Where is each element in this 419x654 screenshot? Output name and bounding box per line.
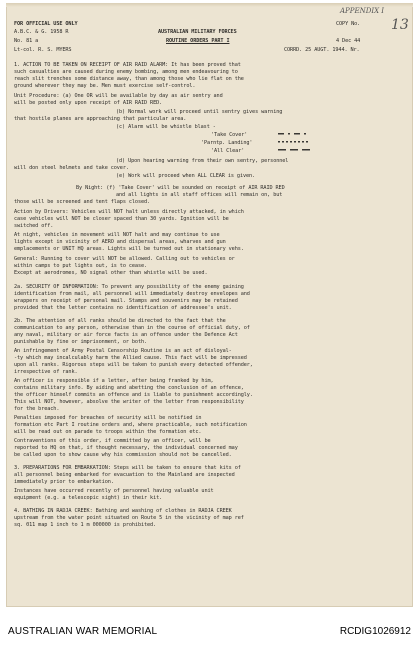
sheet-number-annotation: 13 [391, 17, 409, 33]
body-line: (e) Work will proceed when ALL CLEAR is given. [116, 173, 256, 179]
body-line: Contraventions of this order, if committed by an officer, will be [14, 438, 211, 444]
body-line: for the breach. [14, 406, 60, 412]
header-order-number: No. 81 a [14, 38, 39, 44]
body-line: 3. PREPARATIONS FOR EMBARKATION: Steps will be taken to ensure that kits of [14, 465, 241, 471]
body-line: (d) Upon hearing warning from their own sentry, personnel [116, 158, 289, 164]
body-line: upstream from the water point situated on Route 5 in the vicinity of map ref [14, 515, 244, 521]
body-line: will don steel helmets and take cover. [14, 165, 129, 171]
body-line: (c) Alarm will be whistle blast - [116, 124, 216, 130]
body-line: case vehicles will NOT be closer spaced than 30 yards. Ignition will be [14, 216, 229, 222]
body-line: Except at aerodromes, NO signal other than whistle will be used. [14, 270, 208, 276]
appendix-annotation: APPENDIX I [340, 7, 385, 15]
body-line: that hostile planes are approaching that particular area. [14, 116, 187, 122]
body-line: communication to any person, otherwise than in the course of official duty, of [14, 325, 250, 331]
body-line: 'Parntp. Landing' [201, 140, 253, 146]
header-classification: FOR OFFICIAL USE ONLY [14, 21, 78, 27]
body-line: formation etc Part I routine orders and, where practicable, such notification [14, 422, 247, 428]
body-line: 'Take Cover' [211, 132, 248, 138]
body-line: will be read out on parade to troops within the formation etc. [14, 429, 202, 435]
archive-footer [0, 612, 419, 654]
body-line: (b) Normal work will proceed until sentry gives warning [116, 109, 283, 115]
header-title: AUSTRALIAN MILITARY FORCES [158, 29, 237, 35]
body-line: reported to HQ on that, if thought necessary, the individual concerned may [14, 445, 238, 451]
body-line: and all lights in all staff offices will remain on, but [116, 192, 283, 198]
header-subtitle: ROUTINE ORDERS PART I [166, 38, 230, 44]
body-line: Instances have occurred recently of personnel having valuable unit [14, 488, 214, 494]
body-line: This will NOT, however, absolve the writer of the letter from responsibility [14, 399, 244, 405]
body-line: 1. ACTION TO BE TAKEN ON RECEIPT OF AIR RAID ALARM: It has been proved that [14, 62, 241, 68]
body-line: within camps to put lights out, is to cease. [14, 263, 148, 269]
body-line: Action by Drivers: Vehicles will NOT halt unless directly attacked, in which [14, 209, 244, 215]
body-line: the officer himself commits an offence and is liable to punishment accordingly. [14, 392, 253, 398]
body-line: Penalties imposed for breaches of security will be notified in [14, 415, 202, 421]
archive-name: AUSTRALIAN WAR MEMORIAL [8, 626, 158, 637]
body-line: 2a. SECURITY OF INFORMATION: To prevent any possibility of the enemy gaining [14, 284, 244, 290]
body-line: 'All Clear' [211, 148, 245, 154]
header-copy-no: COPY No. [336, 21, 361, 27]
document-page [6, 3, 413, 607]
header-ref: A.B.C. & G. 1958 R [14, 29, 69, 35]
body-line: irrespective of rank. [14, 369, 78, 375]
header-corrd: CORRD. 25 AUGT. 1944. Nr. [284, 47, 360, 53]
body-line: identification from mail, all personnel will immediately destroy envelopes and [14, 291, 250, 297]
archive-record-id: RCDIG1026912 [339, 626, 411, 637]
body-line: reach slit trenches some distance away, than among those who lie flat on the [14, 76, 244, 82]
body-line: such casualties are caused during enemy bombing, among men endeavouring to [14, 69, 238, 75]
body-line: sq. 011 map 1 inch to 1 m 000000 is prohibited. [14, 522, 157, 528]
body-line: -ty which may incalculably harm the Allied cause. This fact will be impressed [14, 355, 247, 361]
body-line: At night, vehicles in movement will NOT halt and may continue to use [14, 232, 220, 238]
body-line: 4. BATHING IN RADJA CREEK: Bathing and washing of clothes in RADJA CREEK [14, 508, 232, 514]
body-line: upon all ranks. Rigorous steps will be taken to punish every detected offender, [14, 362, 253, 368]
body-line: An infringement of Army Postal Censorship Routine is an act of disloyal- [14, 348, 232, 354]
body-line: contains military info. By aiding and abetting the conclusion of an offence, [14, 385, 244, 391]
body-line: be called upon to show cause why his commission should not be cancelled. [14, 452, 232, 458]
body-line: any naval, military or air force facts is an offence under the Defence Act [14, 332, 238, 338]
body-line: lights except in vicinity of AERO and dispersal areas, wharves and gun [14, 239, 226, 245]
body-line: provided that the letter contains no identification of addressee's unit. [14, 305, 232, 311]
body-line: will be posted only upon receipt of AIR RAID RED. [14, 100, 163, 106]
body-line: equipment (e.g. a telescopic sight) in their kit. [14, 495, 163, 501]
header-officer: Lt-col. R. S. MYERS [14, 47, 72, 53]
body-line: By Night: (f) 'Take Cover' will be sounded on receipt of AIR RAID RED [76, 185, 285, 191]
body-line: General: Running to cover will NOT be allowed. Calling out to vehicles or [14, 256, 235, 262]
body-line: ground wherever they may be. Men must exercise self-control. [14, 83, 196, 89]
whistle-signal-marks [274, 131, 344, 155]
body-line: 2b. The attention of all ranks should be directed to the fact that the [14, 318, 226, 324]
body-line: An officer is responsible if a letter, after being franked by him, [14, 378, 214, 384]
body-line: Unit Procedure: (a) One OR will be available by day as air sentry and [14, 93, 223, 99]
body-line: switched off. [14, 223, 54, 229]
body-line: emplacements or UNIT HQ areas. Lights will be turned out in stationary vehs. [14, 246, 244, 252]
body-line: all personnel being embarked for evacuation to the Mainland are inspected [14, 472, 235, 478]
body-line: wrappers on receipt of personal mail. Stamps and souvenirs may be retained [14, 298, 238, 304]
body-line: those will be screened and tent flaps closed. [14, 199, 151, 205]
body-line: immediately prior to embarkation. [14, 479, 114, 485]
body-line: punishable by fine or imprisonment, or both. [14, 339, 148, 345]
header-date: 4 Dec 44 [336, 38, 361, 44]
